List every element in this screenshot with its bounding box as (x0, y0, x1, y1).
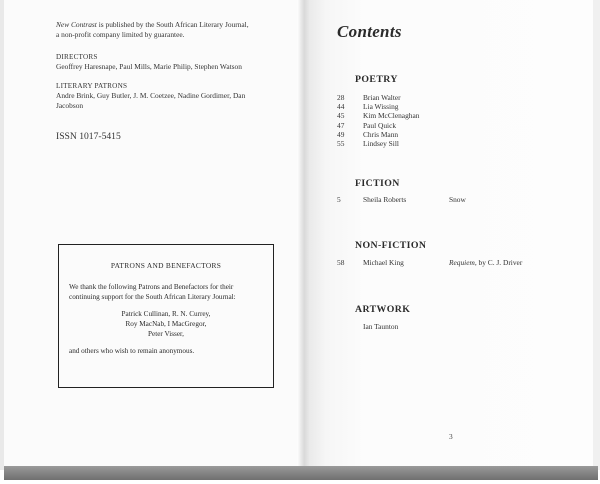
benefactors-closing: and others who wish to remain anonymous. (69, 347, 195, 355)
contents-title: Contents (337, 22, 402, 41)
toc-author: Kim McClenaghan (363, 111, 420, 121)
benefactor-name-line: Peter Visser, (148, 330, 184, 338)
benefactor-name-line: Roy MacNab, I MacGregor, (125, 320, 207, 328)
journal-name: New Contrast (56, 20, 97, 29)
literary-patrons-block (56, 81, 276, 111)
toc-work-title (449, 258, 522, 267)
toc-page-number: 5 (337, 195, 341, 204)
publisher-statement (56, 20, 276, 40)
toc-page-number: 44 (337, 102, 345, 112)
thanks-line-2: continuing support for the South African Literary Journal: (69, 293, 236, 301)
toc-author: Lindsey Sill (363, 139, 399, 148)
benefactor-name-line: Patrick Cullinan, R. N. Currey, (121, 310, 211, 318)
directors-block (56, 52, 276, 72)
section-heading-fiction: FICTION (355, 178, 400, 189)
toc-page-number: 28 (337, 93, 345, 102)
patrons-line-1: Andre Brink, Guy Butler, J. M. Coetzee, Nadine Gordimer, Dan (56, 91, 246, 100)
toc-author: Paul Quick (363, 120, 397, 130)
patrons-line-2: Jacobson (56, 101, 84, 110)
toc-author: Michael King (363, 258, 404, 267)
scan-bottom-shadow (4, 466, 598, 480)
issn-number: ISSN 1017-5415 (56, 131, 121, 142)
right-page-edge (593, 0, 600, 470)
toc-author: Lia Wissing (363, 102, 399, 112)
toc-author: Ian Taunton (363, 322, 399, 331)
right-page (304, 0, 594, 466)
toc-page-number: 47 (337, 120, 345, 130)
publisher-line-2: a non-profit company limited by guarantee. (56, 30, 185, 39)
toc-page-number: 49 (337, 129, 345, 139)
benefactors-box (58, 244, 274, 388)
section-heading-artwork: ARTWORK (355, 304, 411, 315)
section-heading-nonfiction: NON-FICTION (355, 240, 427, 251)
toc-work-italic: Requiem (449, 258, 475, 267)
publisher-line-rest: is published by the South African Literary Journal, (96, 20, 249, 29)
directors-list: Geoffrey Haresnape, Paul Mills, Marie Philip, Stephen Watson (56, 62, 242, 71)
toc-author: Chris Mann (363, 129, 399, 139)
patrons-heading: LITERARY PATRONS (56, 82, 128, 90)
toc-work-title: Snow (449, 195, 466, 204)
book-gutter (297, 0, 309, 466)
section-heading-poetry: POETRY (355, 74, 398, 85)
benefactors-title: PATRONS AND BENEFACTORS (110, 261, 222, 270)
toc-page-number: 58 (337, 258, 345, 267)
toc-page-number: 45 (337, 111, 345, 121)
thanks-line-1: We thank the following Patrons and Benefactors for their (69, 283, 234, 291)
benefactor-names (59, 309, 273, 339)
toc-work-rest: , by C. J. Driver (474, 258, 523, 267)
toc-author: Brian Walter (363, 93, 401, 102)
benefactors-thanks (69, 282, 269, 302)
toc-author: Sheila Roberts (363, 195, 407, 204)
page-number: 3 (449, 432, 453, 441)
directors-heading: DIRECTORS (56, 53, 98, 61)
toc-page-number: 55 (337, 139, 345, 148)
